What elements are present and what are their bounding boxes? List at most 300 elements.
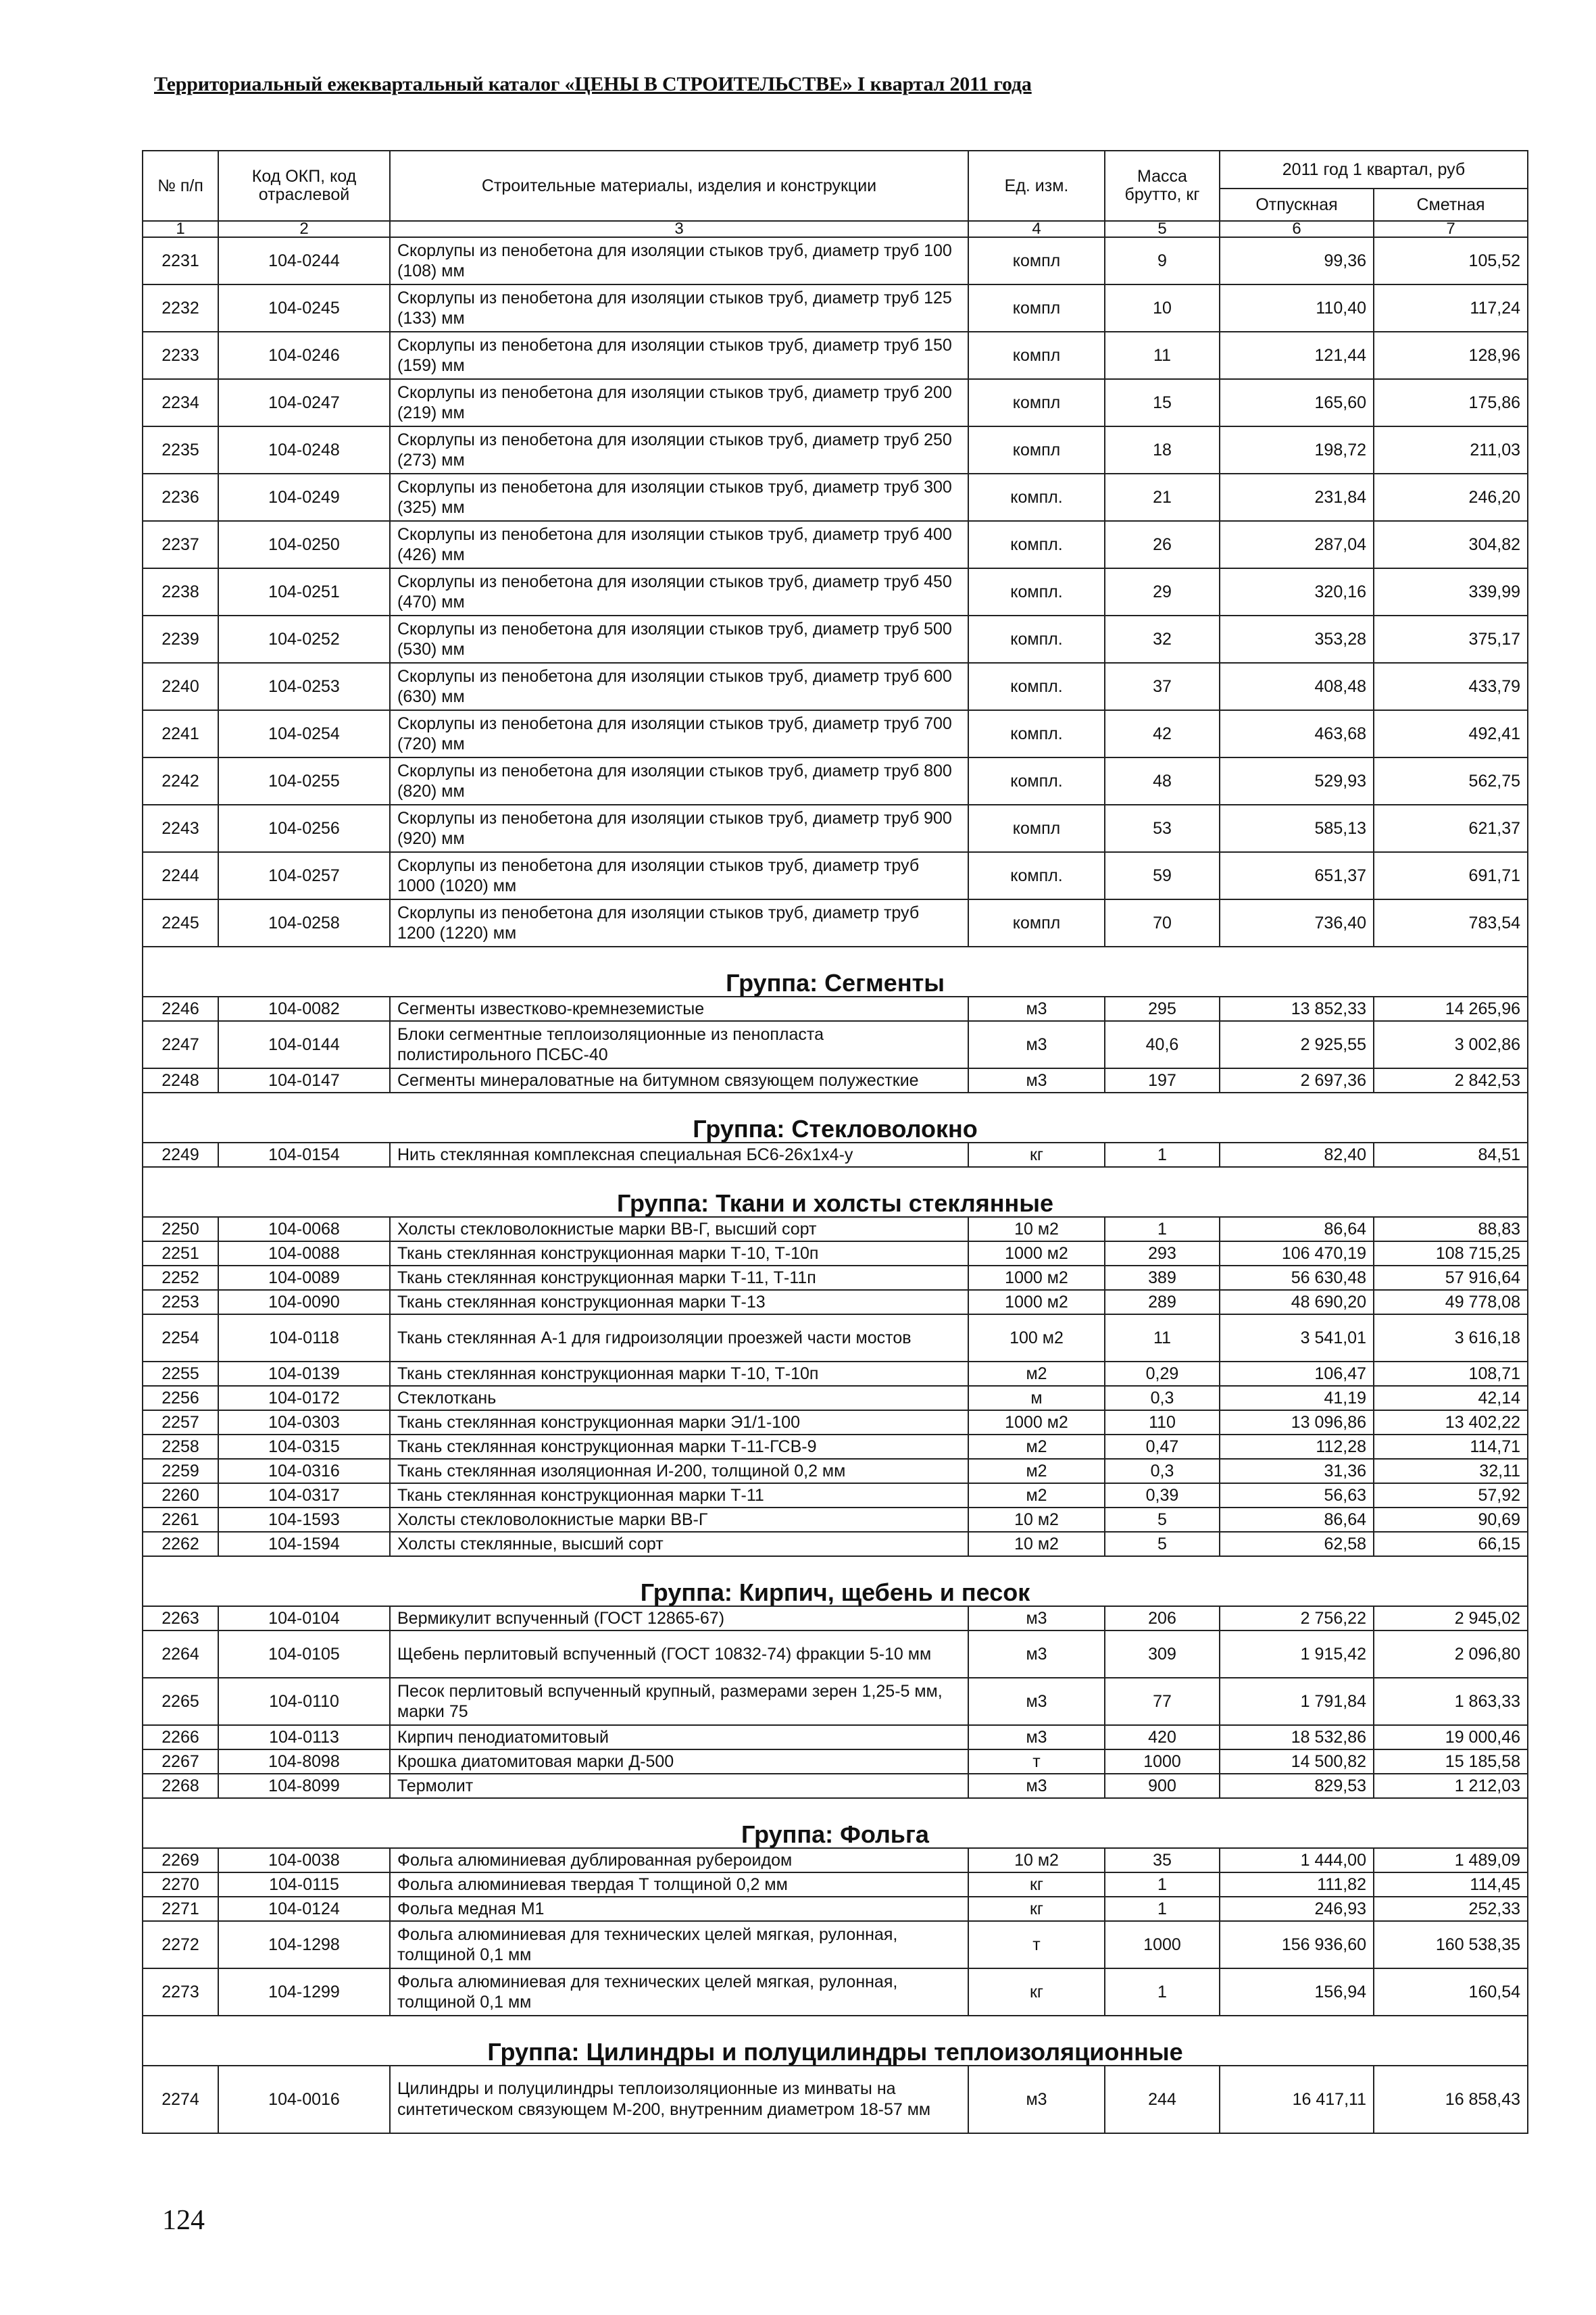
row-price-wholesale: 585,13 [1220,805,1374,852]
row-code: 104-0088 [218,1241,390,1266]
row-unit: компл [968,899,1105,947]
row-mass: 53 [1105,805,1220,852]
row-name: Скорлупы из пенобетона для изоляции стыков труб, диаметр труб 100 (108) мм [390,237,968,284]
row-unit: компл. [968,521,1105,568]
table-row [143,1872,1528,1897]
table-row [143,426,1528,474]
row-price-estimate: 13 402,22 [1374,1410,1528,1435]
row-name: Ткань стеклянная конструкционная марки Т-13 [390,1290,968,1314]
row-unit: кг [968,1872,1105,1897]
row-name: Ткань стеклянная конструкционная марки Э1/1-100 [390,1410,968,1435]
row-price-estimate: 2 945,02 [1374,1606,1528,1631]
table-row [143,568,1528,616]
row-unit: м3 [968,1774,1105,1798]
header-code: Код ОКП, код отраслевой [218,151,390,221]
table-row [143,1897,1528,1921]
row-name: Щебень перлитовый вспученный (ГОСТ 10832-74) фракции 5-10 мм [390,1631,968,1678]
group-heading-row [143,1167,1528,1217]
row-mass: 197 [1105,1068,1220,1093]
row-price-estimate: 32,11 [1374,1459,1528,1483]
row-number: 2233 [143,332,218,379]
row-unit: м3 [968,1678,1105,1725]
row-name: Скорлупы из пенобетона для изоляции стыков труб, диаметр труб 400 (426) мм [390,521,968,568]
row-unit: компл [968,284,1105,332]
row-number: 2273 [143,1968,218,2016]
table-row [143,1266,1528,1290]
row-code: 104-0105 [218,1631,390,1678]
row-number: 2274 [143,2066,218,2133]
row-number: 2250 [143,1217,218,1241]
row-price-wholesale: 106 470,19 [1220,1241,1374,1266]
row-mass: 295 [1105,997,1220,1021]
table-row [143,1848,1528,1872]
row-name: Скорлупы из пенобетона для изоляции стыков труб, диаметр труб 250 (273) мм [390,426,968,474]
row-code: 104-1299 [218,1968,390,2016]
row-price-estimate: 3 002,86 [1374,1021,1528,1068]
row-price-estimate: 16 858,43 [1374,2066,1528,2133]
row-price-estimate: 304,82 [1374,521,1528,568]
row-price-wholesale: 287,04 [1220,521,1374,568]
row-number: 2246 [143,997,218,1021]
row-number: 2268 [143,1774,218,1798]
row-name: Фольга алюминиевая для технических целей мягкая, рулонная, толщиной 0,1 мм [390,1968,968,2016]
row-price-wholesale: 463,68 [1220,710,1374,757]
row-number: 2243 [143,805,218,852]
row-code: 104-0124 [218,1897,390,1921]
row-mass: 32 [1105,616,1220,663]
row-price-estimate: 1 212,03 [1374,1774,1528,1798]
row-name: Ткань стеклянная конструкционная марки Т-10, Т-10п [390,1362,968,1386]
row-code: 104-0258 [218,899,390,947]
row-code: 104-0248 [218,426,390,474]
table-header [143,151,1528,237]
row-number: 2258 [143,1435,218,1459]
row-mass: 1 [1105,1968,1220,2016]
row-name: Скорлупы из пенобетона для изоляции стыков труб, диаметр труб 200 (219) мм [390,379,968,426]
row-mass: 48 [1105,757,1220,805]
row-mass: 10 [1105,284,1220,332]
row-price-wholesale: 246,93 [1220,1897,1374,1921]
column-number: 7 [1374,221,1528,237]
row-code: 104-0110 [218,1678,390,1725]
row-number: 2234 [143,379,218,426]
group-heading-row [143,1093,1528,1143]
row-mass: 35 [1105,1848,1220,1872]
group-heading-row [143,947,1528,997]
table-row [143,1314,1528,1362]
row-price-estimate: 1 489,09 [1374,1848,1528,1872]
table-row [143,332,1528,379]
row-unit: м3 [968,1606,1105,1631]
row-number: 2237 [143,521,218,568]
row-price-wholesale: 18 532,86 [1220,1725,1374,1749]
table-row [143,521,1528,568]
table-row [143,1021,1528,1068]
row-code: 104-1594 [218,1532,390,1556]
row-number: 2251 [143,1241,218,1266]
row-price-estimate: 49 778,08 [1374,1290,1528,1314]
table-row [143,1774,1528,1798]
row-unit: 1000 м2 [968,1241,1105,1266]
row-number: 2260 [143,1483,218,1508]
row-price-estimate: 691,71 [1374,852,1528,899]
row-name: Скорлупы из пенобетона для изоляции стыков труб, диаметр труб 450 (470) мм [390,568,968,616]
row-code: 104-0249 [218,474,390,521]
row-name: Кирпич пенодиатомитовый [390,1725,968,1749]
row-unit: компл [968,805,1105,852]
row-price-wholesale: 829,53 [1220,1774,1374,1798]
row-name: Холсты стеклянные, высший сорт [390,1532,968,1556]
row-unit: м2 [968,1362,1105,1386]
row-number: 2264 [143,1631,218,1678]
row-mass: 26 [1105,521,1220,568]
table-row [143,1143,1528,1167]
table-row [143,710,1528,757]
column-number: 5 [1105,221,1220,237]
row-price-estimate: 339,99 [1374,568,1528,616]
row-number: 2272 [143,1921,218,1968]
table-row [143,1483,1528,1508]
row-price-estimate: 2 096,80 [1374,1631,1528,1678]
row-price-wholesale: 13 852,33 [1220,997,1374,1021]
row-price-wholesale: 99,36 [1220,237,1374,284]
row-name: Ткань стеклянная конструкционная марки Т-10, Т-10п [390,1241,968,1266]
row-code: 104-0038 [218,1848,390,1872]
row-mass: 206 [1105,1606,1220,1631]
row-unit: м3 [968,1068,1105,1093]
group-heading-row [143,1556,1528,1606]
row-price-estimate: 114,71 [1374,1435,1528,1459]
row-name: Ткань стеклянная конструкционная марки Т-11 [390,1483,968,1508]
page-header: Территориальный ежеквартальный каталог «ЦЕНЫ В СТРОИТЕЛЬСТВЕ» I квартал 2011 года [154,73,1032,95]
row-code: 104-0255 [218,757,390,805]
row-price-estimate: 433,79 [1374,663,1528,710]
header-period: 2011 год 1 квартал, руб [1220,151,1528,189]
row-code: 104-0113 [218,1725,390,1749]
row-price-estimate: 57,92 [1374,1483,1528,1508]
group-heading: Группа: Цилиндры и полуцилиндры теплоизоляционные [143,2016,1528,2066]
row-mass: 70 [1105,899,1220,947]
column-number: 6 [1220,221,1374,237]
row-price-wholesale: 14 500,82 [1220,1749,1374,1774]
row-price-wholesale: 2 697,36 [1220,1068,1374,1093]
group-heading-row [143,1798,1528,1848]
row-number: 2245 [143,899,218,947]
row-price-estimate: 105,52 [1374,237,1528,284]
row-unit: компл [968,237,1105,284]
row-mass: 42 [1105,710,1220,757]
row-mass: 1000 [1105,1921,1220,1968]
row-price-wholesale: 408,48 [1220,663,1374,710]
row-unit: компл. [968,568,1105,616]
row-price-wholesale: 165,60 [1220,379,1374,426]
table-row [143,1606,1528,1631]
row-unit: 10 м2 [968,1532,1105,1556]
row-price-wholesale: 2 925,55 [1220,1021,1374,1068]
table-row [143,805,1528,852]
row-price-wholesale: 353,28 [1220,616,1374,663]
row-code: 104-0068 [218,1217,390,1241]
row-price-wholesale: 110,40 [1220,284,1374,332]
row-name: Ткань стеклянная конструкционная марки Т-11, Т-11п [390,1266,968,1290]
row-number: 2238 [143,568,218,616]
row-price-wholesale: 3 541,01 [1220,1314,1374,1362]
row-name: Скорлупы из пенобетона для изоляции стыков труб, диаметр труб 600 (630) мм [390,663,968,710]
group-heading: Группа: Ткани и холсты стеклянные [143,1167,1528,1217]
row-mass: 0,29 [1105,1362,1220,1386]
row-mass: 0,47 [1105,1435,1220,1459]
table-row [143,237,1528,284]
row-mass: 59 [1105,852,1220,899]
row-code: 104-0317 [218,1483,390,1508]
row-code: 104-0316 [218,1459,390,1483]
table-row [143,1290,1528,1314]
row-price-estimate: 128,96 [1374,332,1528,379]
row-number: 2240 [143,663,218,710]
table-row [143,284,1528,332]
row-mass: 40,6 [1105,1021,1220,1068]
row-code: 104-0252 [218,616,390,663]
row-number: 2253 [143,1290,218,1314]
row-name: Ткань стеклянная А-1 для гидроизоляции проезжей части мостов [390,1314,968,1362]
row-price-estimate: 88,83 [1374,1217,1528,1241]
row-number: 2236 [143,474,218,521]
column-number: 3 [390,221,968,237]
row-price-wholesale: 1 915,42 [1220,1631,1374,1678]
row-number: 2270 [143,1872,218,1897]
row-code: 104-0251 [218,568,390,616]
group-heading-row [143,2016,1528,2066]
row-price-estimate: 90,69 [1374,1508,1528,1532]
row-code: 104-0115 [218,1872,390,1897]
row-price-wholesale: 16 417,11 [1220,2066,1374,2133]
row-mass: 11 [1105,1314,1220,1362]
row-mass: 5 [1105,1532,1220,1556]
row-unit: 1000 м2 [968,1266,1105,1290]
row-unit: м3 [968,997,1105,1021]
table-row [143,1217,1528,1241]
row-mass: 289 [1105,1290,1220,1314]
row-price-wholesale: 529,93 [1220,757,1374,805]
row-price-estimate: 114,45 [1374,1872,1528,1897]
row-name: Сегменты минераловатные на битумном связующем полужесткие [390,1068,968,1093]
table-body [143,237,1528,2133]
row-code: 104-0089 [218,1266,390,1290]
row-number: 2269 [143,1848,218,1872]
row-price-estimate: 1 863,33 [1374,1678,1528,1725]
row-number: 2266 [143,1725,218,1749]
row-name: Фольга медная М1 [390,1897,968,1921]
row-code: 104-0254 [218,710,390,757]
row-price-estimate: 2 842,53 [1374,1068,1528,1093]
row-unit: м3 [968,1631,1105,1678]
row-price-estimate: 160,54 [1374,1968,1528,2016]
row-price-estimate: 246,20 [1374,474,1528,521]
row-price-wholesale: 1 444,00 [1220,1848,1374,1872]
row-price-estimate: 211,03 [1374,426,1528,474]
row-number: 2256 [143,1386,218,1410]
row-number: 2239 [143,616,218,663]
row-name: Нить стеклянная комплексная специальная БС6-26х1х4-у [390,1143,968,1167]
row-mass: 293 [1105,1241,1220,1266]
row-price-wholesale: 13 096,86 [1220,1410,1374,1435]
row-mass: 1 [1105,1143,1220,1167]
header-name: Строительные материалы, изделия и конструкции [390,151,968,221]
row-mass: 389 [1105,1266,1220,1290]
row-number: 2265 [143,1678,218,1725]
row-mass: 309 [1105,1631,1220,1678]
row-price-wholesale: 198,72 [1220,426,1374,474]
table-row [143,1386,1528,1410]
row-price-estimate: 15 185,58 [1374,1749,1528,1774]
row-number: 2255 [143,1362,218,1386]
group-heading: Группа: Кирпич, щебень и песок [143,1556,1528,1606]
header-mass: Масса брутто, кг [1105,151,1220,221]
row-code: 104-0303 [218,1410,390,1435]
row-price-wholesale: 31,36 [1220,1459,1374,1483]
row-mass: 37 [1105,663,1220,710]
price-catalog-table [142,150,1528,2134]
row-price-estimate: 117,24 [1374,284,1528,332]
row-name: Стеклоткань [390,1386,968,1410]
row-code: 104-0256 [218,805,390,852]
row-price-estimate: 57 916,64 [1374,1266,1528,1290]
table-row [143,474,1528,521]
row-price-estimate: 14 265,96 [1374,997,1528,1021]
table-row [143,1749,1528,1774]
row-name: Скорлупы из пенобетона для изоляции стыков труб, диаметр труб 125 (133) мм [390,284,968,332]
row-code: 104-0139 [218,1362,390,1386]
row-price-wholesale: 231,84 [1220,474,1374,521]
row-unit: м3 [968,1725,1105,1749]
column-number: 2 [218,221,390,237]
row-price-wholesale: 156 936,60 [1220,1921,1374,1968]
row-price-wholesale: 651,37 [1220,852,1374,899]
row-price-wholesale: 62,58 [1220,1532,1374,1556]
row-number: 2232 [143,284,218,332]
row-code: 104-0246 [218,332,390,379]
row-mass: 110 [1105,1410,1220,1435]
row-mass: 900 [1105,1774,1220,1798]
row-price-wholesale: 56,63 [1220,1483,1374,1508]
row-code: 104-0147 [218,1068,390,1093]
row-mass: 21 [1105,474,1220,521]
row-code: 104-0172 [218,1386,390,1410]
table-row [143,1532,1528,1556]
row-unit: компл [968,332,1105,379]
row-price-estimate: 108 715,25 [1374,1241,1528,1266]
row-unit: м2 [968,1435,1105,1459]
row-unit: кг [968,1968,1105,2016]
row-unit: компл. [968,757,1105,805]
row-name: Скорлупы из пенобетона для изоляции стыков труб, диаметр труб 1000 (1020) мм [390,852,968,899]
row-unit: 100 м2 [968,1314,1105,1362]
row-name: Вермикулит вспученный (ГОСТ 12865-67) [390,1606,968,1631]
row-price-estimate: 621,37 [1374,805,1528,852]
row-price-wholesale: 736,40 [1220,899,1374,947]
row-code: 104-0257 [218,852,390,899]
row-mass: 9 [1105,237,1220,284]
row-mass: 1000 [1105,1749,1220,1774]
row-name: Скорлупы из пенобетона для изоляции стыков труб, диаметр труб 500 (530) мм [390,616,968,663]
page-number: 124 [162,2205,205,2236]
row-code: 104-0090 [218,1290,390,1314]
row-code: 104-8099 [218,1774,390,1798]
table-row [143,1921,1528,1968]
row-name: Фольга алюминиевая твердая Т толщиной 0,2 мм [390,1872,968,1897]
row-number: 2231 [143,237,218,284]
row-number: 2262 [143,1532,218,1556]
table-row [143,1459,1528,1483]
row-name: Скорлупы из пенобетона для изоляции стыков труб, диаметр труб 1200 (1220) мм [390,899,968,947]
row-mass: 18 [1105,426,1220,474]
row-price-estimate: 562,75 [1374,757,1528,805]
row-unit: компл [968,426,1105,474]
column-number: 4 [968,221,1105,237]
row-name: Холсты стекловолокнистые марки ВВ-Г, высший сорт [390,1217,968,1241]
row-mass: 5 [1105,1508,1220,1532]
table-row [143,852,1528,899]
row-number: 2263 [143,1606,218,1631]
row-code: 104-1593 [218,1508,390,1532]
row-price-wholesale: 156,94 [1220,1968,1374,2016]
row-mass: 420 [1105,1725,1220,1749]
row-number: 2248 [143,1068,218,1093]
row-code: 104-0244 [218,237,390,284]
row-unit: компл. [968,710,1105,757]
table-row [143,1410,1528,1435]
row-name: Крошка диатомитовая марки Д-500 [390,1749,968,1774]
row-name: Песок перлитовый вспученный крупный, размерами зерен 1,25-5 мм, марки 75 [390,1678,968,1725]
row-price-wholesale: 86,64 [1220,1217,1374,1241]
row-code: 104-1298 [218,1921,390,1968]
row-price-estimate: 19 000,46 [1374,1725,1528,1749]
row-name: Ткань стеклянная конструкционная марки Т-11-ГСВ-9 [390,1435,968,1459]
table-row [143,1068,1528,1093]
row-price-wholesale: 106,47 [1220,1362,1374,1386]
table-row [143,1631,1528,1678]
row-price-estimate: 84,51 [1374,1143,1528,1167]
row-code: 104-0118 [218,1314,390,1362]
row-price-estimate: 492,41 [1374,710,1528,757]
row-mass: 29 [1105,568,1220,616]
table-row [143,616,1528,663]
row-number: 2267 [143,1749,218,1774]
table-row [143,1241,1528,1266]
row-unit: м2 [968,1483,1105,1508]
row-name: Термолит [390,1774,968,1798]
row-name: Скорлупы из пенобетона для изоляции стыков труб, диаметр труб 150 (159) мм [390,332,968,379]
row-price-estimate: 42,14 [1374,1386,1528,1410]
row-number: 2249 [143,1143,218,1167]
row-price-wholesale: 56 630,48 [1220,1266,1374,1290]
row-code: 104-0104 [218,1606,390,1631]
row-name: Цилиндры и полуцилиндры теплоизоляционные из минваты на синтетическом связующем М-200, внутренним диаметром 18-57 мм [390,2066,968,2133]
table-row [143,1435,1528,1459]
row-price-wholesale: 2 756,22 [1220,1606,1374,1631]
row-code: 104-8098 [218,1749,390,1774]
row-price-estimate: 175,86 [1374,379,1528,426]
group-heading: Группа: Сегменты [143,947,1528,997]
row-name: Блоки сегментные теплоизоляционные из пенопласта полистирольного ПСБС-40 [390,1021,968,1068]
row-mass: 1 [1105,1217,1220,1241]
row-name: Ткань стеклянная изоляционная И-200, толщиной 0,2 мм [390,1459,968,1483]
row-number: 2254 [143,1314,218,1362]
row-price-wholesale: 111,82 [1220,1872,1374,1897]
row-name: Скорлупы из пенобетона для изоляции стыков труб, диаметр труб 300 (325) мм [390,474,968,521]
row-price-wholesale: 41,19 [1220,1386,1374,1410]
header-price-wholesale: Отпускная [1220,189,1374,221]
